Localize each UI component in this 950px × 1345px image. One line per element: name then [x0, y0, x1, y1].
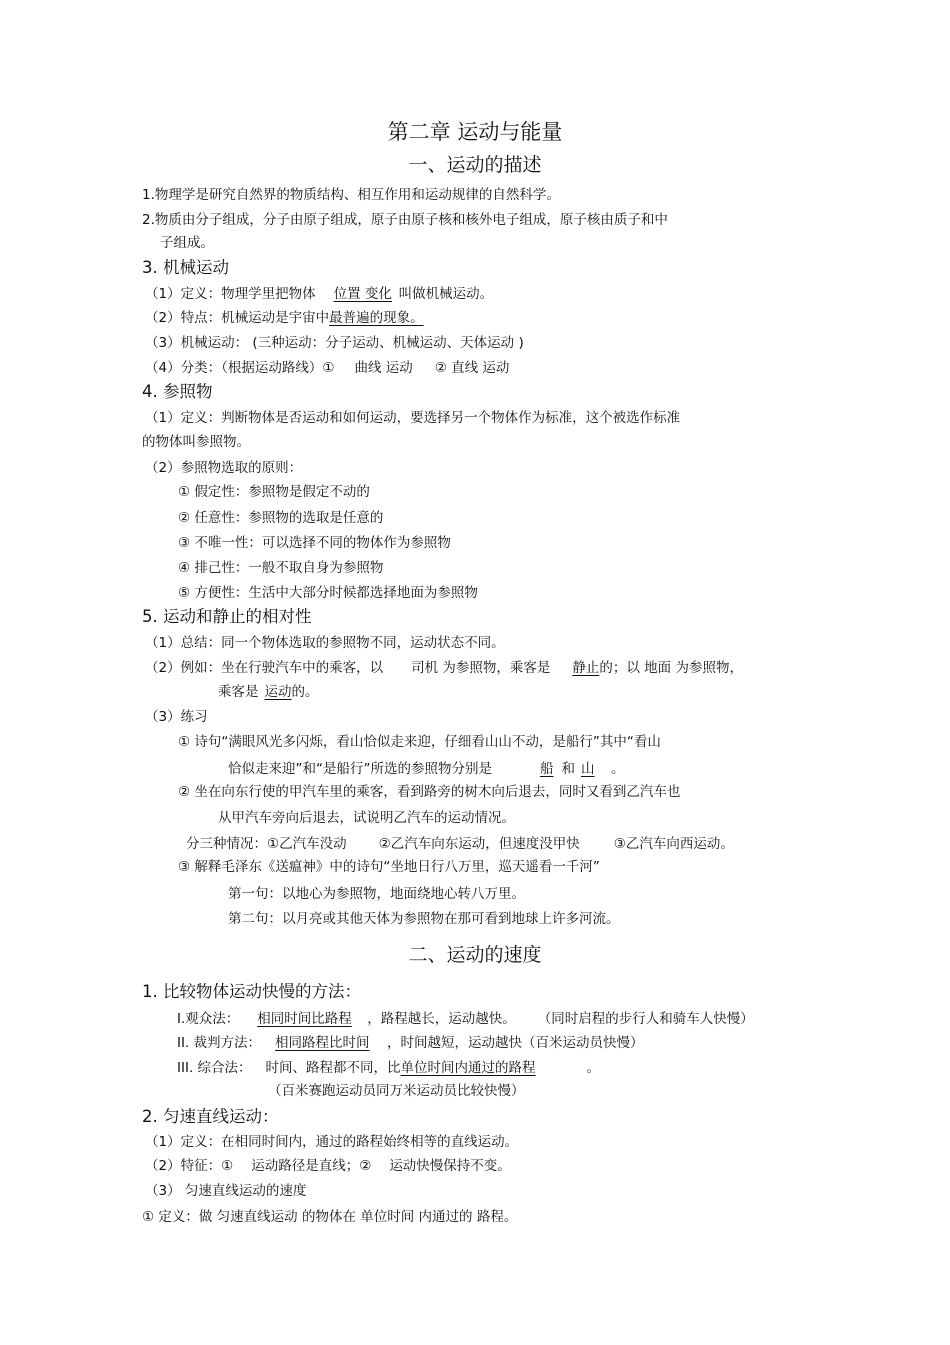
text: （2）特征：① [145, 1158, 234, 1174]
ref-definition: （1）定义：判断物体是否运动和如何运动，要选择另一个物体作为标准，这个被选作标准 [145, 410, 681, 426]
paragraph-2-cont: 子组成。 [160, 235, 214, 251]
exercise-1-cont [228, 760, 624, 778]
section-title-2: 二、运动的速度 [408, 944, 542, 966]
uniform-feature [145, 1157, 511, 1175]
blank-answer: 位置 变化 [333, 286, 392, 302]
exercise-3-line1: 第一句：以地心为参照物，地面绕地心转八万里。 [228, 886, 525, 902]
text: 。 [586, 1060, 601, 1076]
exercise-3-line2: 第二句：以月亮或其他天体为参照物在那可看到地球上许多河流。 [228, 911, 620, 927]
text: III. 综合法： [177, 1060, 252, 1076]
ref-definition-cont: 的物体叫参照物。 [142, 434, 250, 450]
text: 运动路径是直线；② [251, 1158, 372, 1174]
text: 和 [561, 761, 575, 777]
uniform-definition: （1）定义：在相同时间内，通过的路程始终相等的直线运动。 [145, 1134, 519, 1150]
exercise-1: ① 诗句“满眼风光多闪烁，看山恰似走来迎，仔细看山山不动，是船行”其中“看山 [178, 734, 661, 750]
text: 的；以 地面 为参照物， [599, 660, 743, 676]
uniform-speed-definition: ① 定义：做 匀速直线运动 的物体在 单位时间 内通过的 路程。 [142, 1209, 518, 1225]
heading-relativity: 5. 运动和静止的相对性 [142, 607, 312, 626]
mech-definition [145, 285, 493, 303]
rel-example [145, 659, 743, 677]
exercise-3: ③ 解释毛泽东《送瘟神》中的诗句“坐地日行八万里，巡天遥看一千河” [178, 859, 600, 875]
principle-item: ④ 排己性：一般不取自身为参照物 [178, 560, 384, 576]
text: 司机 为参照物，乘客是 [411, 660, 551, 676]
rel-summary: （1）总结：同一个物体选取的参照物不同，运动状态不同。 [145, 635, 505, 651]
text: 运动快慢保持不变。 [389, 1158, 511, 1174]
text: （2）特点：机械运动是宇宙中 [145, 310, 330, 326]
text: （4）分类：（根据运动路线）① [145, 360, 335, 376]
text: ③乙汽车向西运动。 [613, 836, 734, 852]
text: II. 裁判方法： [177, 1035, 262, 1051]
heading-reference: 4. 参照物 [142, 382, 213, 401]
text: ②乙汽车向东运动，但速度没甲快 [378, 836, 580, 852]
text: 的。 [291, 684, 319, 700]
method-3 [177, 1059, 600, 1077]
heading-uniform-motion: 2. 匀速直线运动： [142, 1107, 279, 1126]
text: ，时间越短，运动越快（百米运动员快慢） [387, 1035, 644, 1051]
mech-types: （3）机械运动： (三种运动：分子运动、机械运动、天体运动 ) [145, 335, 524, 351]
principle-item: ⑤ 方便性：生活中大部分时候都选择地面为参照物 [178, 585, 478, 601]
text: （同时启程的步行人和骑车人快慢） [537, 1011, 754, 1027]
principle-item: ① 假定性：参照物是假定不动的 [178, 484, 370, 500]
paragraph-2: 2.物质由分子组成，分子由原子组成，原子由原子核和核外电子组成，原子核由质子和中 [142, 212, 668, 228]
exercise-2: ② 坐在向东行使的甲汽车里的乘客，看到路旁的树木向后退去，同时又看到乙汽车也 [178, 784, 681, 800]
ref-principles: （2）参照物选取的原则： [145, 460, 303, 476]
mech-feature [145, 309, 439, 327]
answer: 曲线 运动 [354, 360, 413, 376]
text: （1）定义：物理学里把物体 [145, 286, 316, 302]
method-1 [177, 1010, 754, 1028]
blank-answer: 相同时间比路程 [257, 1011, 352, 1027]
exercise-2-cont: 从甲汽车旁向后退去，试说明乙汽车的运动情况。 [218, 810, 515, 826]
chapter-title: 第二章 运动与能量 [387, 120, 563, 144]
answer: ② 直线 运动 [434, 360, 510, 376]
blank-answer: 单位时间内通过的路程 [400, 1060, 536, 1076]
blank-answer: 静止 [572, 660, 600, 676]
blank-answer: 船 [539, 761, 554, 777]
text: I.观众法： [177, 1011, 240, 1027]
text: 乘客是 [218, 684, 259, 700]
blank-answer: 相同路程比时间 [275, 1035, 370, 1051]
exercise-2-answer [186, 835, 734, 853]
text: 。 [610, 761, 625, 777]
text: 叫做机械运动。 [398, 286, 494, 302]
text: 恰似走来迎”和“是船行”所选的参照物分别是 [228, 761, 492, 777]
text: （2）例如：坐在行驶汽车中的乘客，以 [145, 660, 384, 676]
blank-answer: 最普遍的现象。 [329, 310, 424, 326]
text: ，路程越长，运动越快。 [367, 1011, 516, 1027]
text: 分三种情况：①乙汽车没动 [186, 836, 347, 852]
blank-answer: 山 [580, 761, 595, 777]
paragraph-1: 1.物理学是研究自然界的物质结构、相互作用和运动规律的自然科学。 [142, 187, 560, 203]
heading-mechanical-motion: 3. 机械运动 [142, 258, 229, 277]
method-2 [177, 1034, 644, 1052]
blank-answer: 运动 [264, 684, 292, 700]
section-title-1: 一、运动的描述 [408, 154, 542, 176]
exercise-heading: （3）练习 [145, 709, 208, 725]
text: 时间、路程都不同，比 [265, 1060, 401, 1076]
principle-item: ② 任意性：参照物的选取是任意的 [178, 510, 384, 526]
uniform-speed: （3） 匀速直线运动的速度 [145, 1183, 307, 1199]
method-3-note: （百米赛跑运动员同万米运动员比较快慢） [268, 1083, 525, 1099]
heading-compare-speed: 1. 比较物体运动快慢的方法： [142, 982, 361, 1001]
mech-classification [145, 359, 509, 377]
rel-example-cont [218, 683, 319, 701]
principle-item: ③ 不唯一性：可以选择不同的物体作为参照物 [178, 535, 451, 551]
